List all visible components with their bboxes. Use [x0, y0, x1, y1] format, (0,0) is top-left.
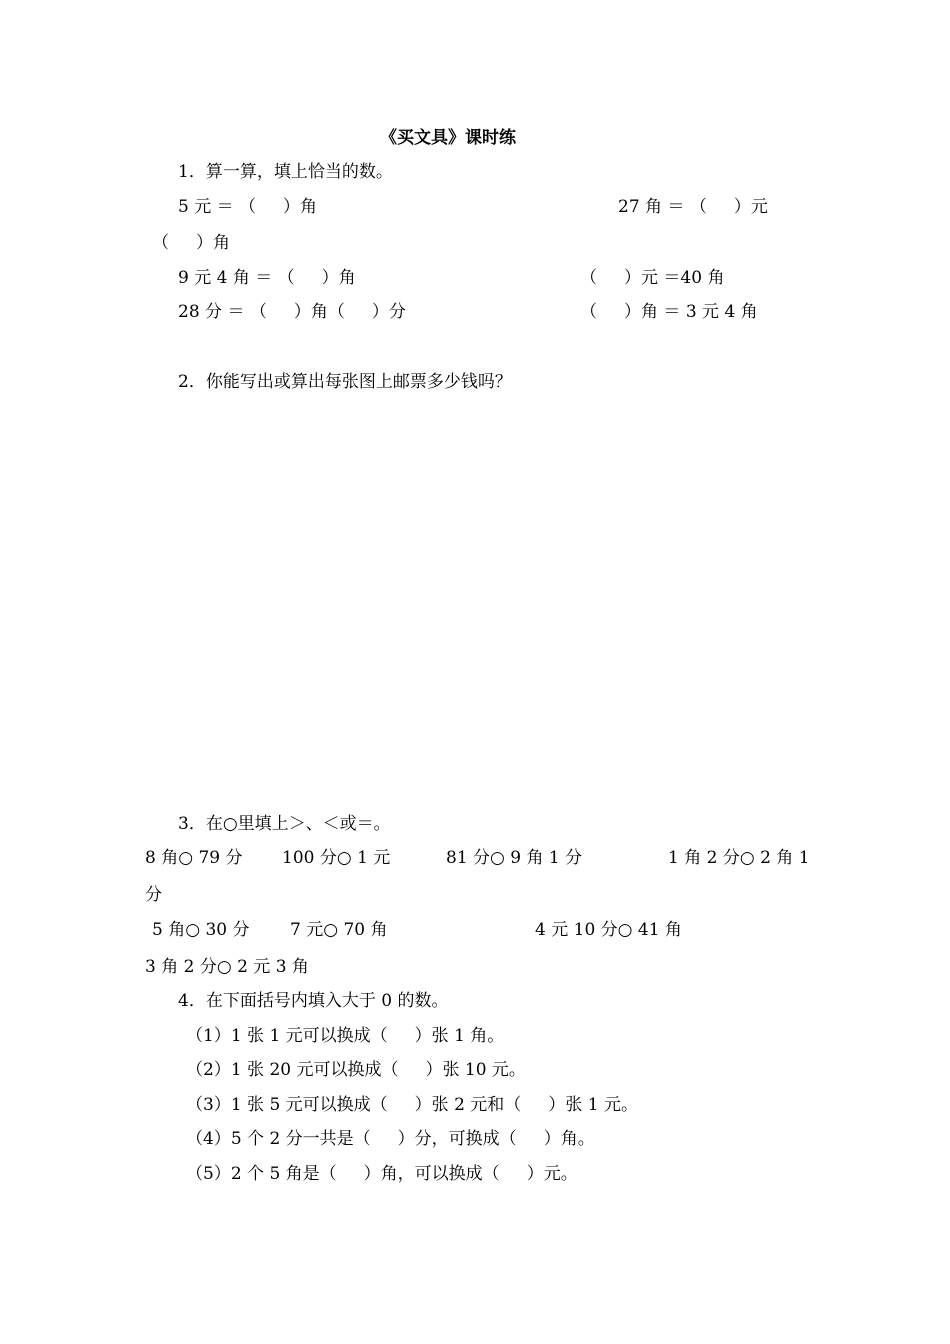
question-1-heading: 1．算一算，填上恰当的数。	[178, 162, 393, 182]
q3-item: 8 角○ 79 分	[145, 848, 243, 868]
q1-item: 28 分 ＝ （ ）角（ ）分	[178, 302, 406, 322]
q1-item: （ ）元 ＝40 角	[580, 268, 725, 288]
q3-item: 100 分○ 1 元	[282, 848, 391, 868]
q3-item: 7 元○ 70 角	[290, 920, 388, 940]
q1-item: （ ）角 ＝ 3 元 4 角	[580, 302, 758, 322]
q4-item: （1）1 张 1 元可以换成（ ）张 1 角。	[186, 1026, 505, 1046]
q4-item: （5）2 个 5 角是（ ）角，可以换成（ ）元。	[186, 1164, 578, 1184]
q3-item: 3 角 2 分○ 2 元 3 角	[145, 957, 309, 977]
q4-item: （4）5 个 2 分一共是（ ）分，可换成（ ）角。	[186, 1129, 595, 1149]
q4-item: （2）1 张 20 元可以换成（ ）张 10 元。	[186, 1060, 526, 1080]
q3-item: 1 角 2 分○ 2 角 1	[668, 848, 810, 868]
question-2-heading: 2．你能写出或算出每张图上邮票多少钱吗？	[178, 372, 512, 392]
q3-item: 分	[145, 885, 162, 905]
q4-item: （3）1 张 5 元可以换成（ ）张 2 元和（ ）张 1 元。	[186, 1095, 638, 1115]
q3-item: 4 元 10 分○ 41 角	[535, 920, 682, 940]
q1-item: 5 元 ＝ （ ）角	[178, 197, 318, 217]
q1-item: 9 元 4 角 ＝ （ ）角	[178, 268, 356, 288]
question-4-heading: 4．在下面括号内填入大于 0 的数。	[178, 991, 449, 1011]
q3-item: 81 分○ 9 角 1 分	[446, 848, 583, 868]
q1-item: （ ）角	[152, 233, 231, 253]
q1-item: 27 角 ＝ （ ）元	[618, 197, 768, 217]
q3-item: 5 角○ 30 分	[152, 920, 250, 940]
question-3-heading: 3．在○里填上＞、＜或＝。	[178, 814, 391, 834]
page-title: 《买文具》课时练	[380, 128, 516, 148]
